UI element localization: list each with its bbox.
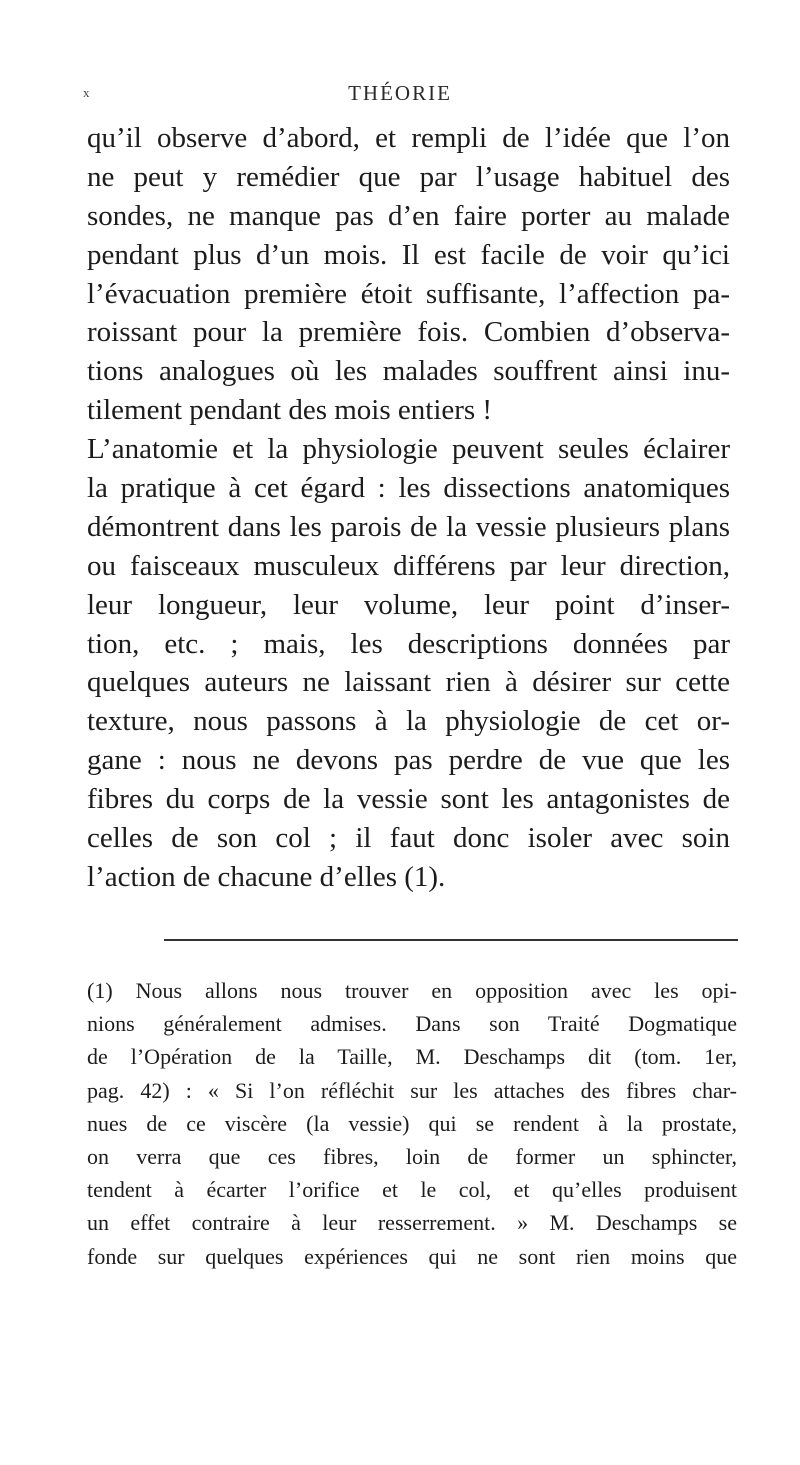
footnote-line: pag. 42) : « Si l’on réfléchit sur les attaches des fibres char-	[87, 1077, 737, 1103]
body-line: la pratique à cet égard : les dissections anatomiques	[87, 472, 730, 505]
footnote-line: tendent à écarter l’orifice et le col, et qu’elles produisent	[87, 1177, 737, 1203]
body-line: pendant plus d’un mois. Il est facile de voir qu’ici	[87, 238, 730, 271]
body-line: leur longueur, leur volume, leur point d’inser-	[87, 588, 730, 621]
footnote	[87, 974, 737, 1273]
footnote-line: on verra que ces fibres, loin de former un sphincter,	[87, 1143, 737, 1169]
body-line: sondes, ne manque pas d’en faire porter au malade	[87, 199, 730, 232]
page-mark: x	[83, 85, 90, 100]
running-head: THÉORIE	[348, 81, 452, 105]
body-line: L’anatomie et la physiologie peuvent seules éclairer	[87, 433, 730, 466]
body-line: tilement pendant des mois entiers !	[87, 394, 493, 427]
body-line: quelques auteurs ne laissant rien à désirer sur cette	[87, 666, 730, 699]
body-line: démontrent dans les parois de la vessie plusieurs plans	[87, 510, 730, 543]
body-line: celles de son col ; il faut donc isoler avec soin	[87, 822, 730, 855]
footnote-line: (1) Nous allons nous trouver en opposition avec les opi-	[87, 978, 737, 1003]
body-line: texture, nous passons à la physiologie de cet or-	[87, 705, 730, 738]
footnote-line: fonde sur quelques expériences qui ne sont rien moins que	[87, 1243, 737, 1269]
body-line: ou faisceaux musculeux différens par leur direction,	[87, 549, 730, 582]
footnote-line: un effet contraire à leur resserrement. » M. Deschamps se	[87, 1210, 737, 1236]
body-line: l’action de chacune d’elles (1).	[87, 860, 446, 893]
body-line: roissant pour la première fois. Combien d’observa-	[87, 316, 730, 349]
body-line: tions analogues où les malades souffrent ainsi inu-	[87, 355, 730, 388]
footnote-line: nions généralement admises. Dans son Traité Dogmatique	[87, 1011, 737, 1037]
body-line: tion, etc. ; mais, les descriptions données par	[87, 627, 730, 660]
footnote-separator	[164, 939, 738, 941]
footnote-line: nues de ce viscère (la vessie) qui se rendent à la prostate,	[87, 1110, 737, 1136]
body-line: fibres du corps de la vessie sont les antagonistes de	[87, 783, 730, 816]
body-line: qu’il observe d’abord, et rempli de l’idée que l’on	[87, 122, 730, 154]
body-line: gane : nous ne devons pas perdre de vue que les	[87, 744, 730, 777]
body-text	[87, 119, 730, 897]
body-line: l’évacuation première étoit suffisante, l’affection pa-	[87, 277, 730, 310]
footnote-line: de l’Opération de la Taille, M. Deschamps dit (tom. 1er,	[87, 1044, 737, 1070]
body-line: ne peut y remédier que par l’usage habituel des	[87, 160, 730, 193]
